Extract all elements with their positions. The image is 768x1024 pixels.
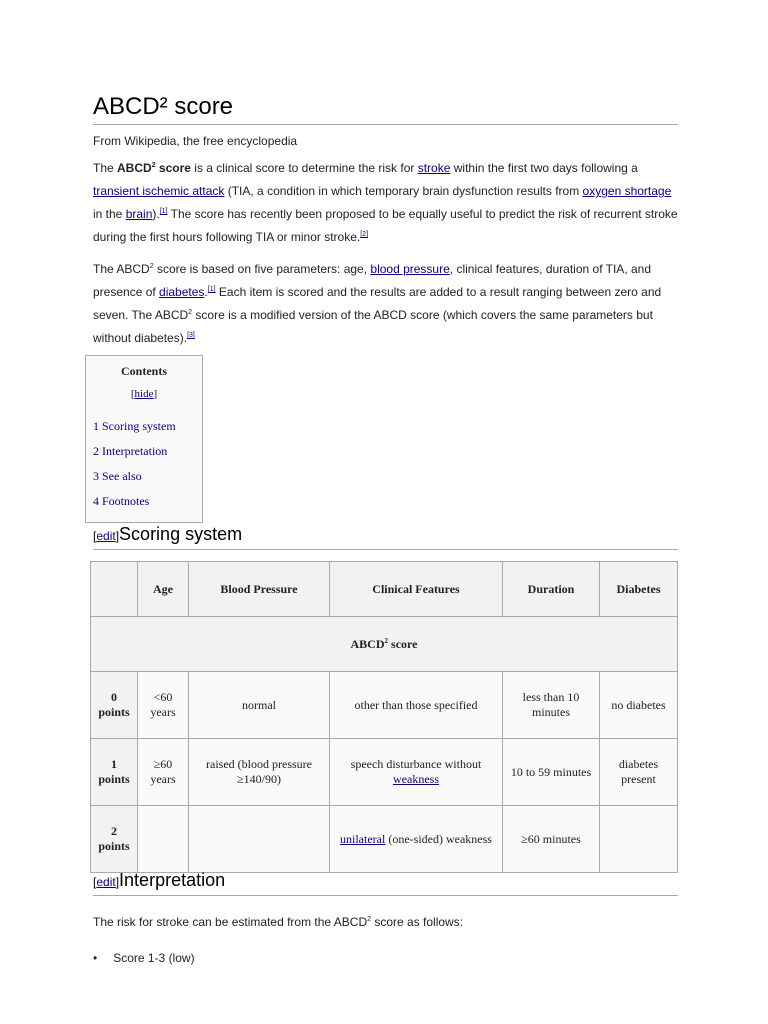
corner-cell <box>91 562 138 617</box>
toc-hide-toggle: [hide] <box>130 388 158 400</box>
column-header: Diabetes <box>600 562 678 617</box>
table-cell <box>138 806 189 873</box>
toc-item <box>93 468 202 485</box>
risk-list <box>93 951 195 965</box>
edit-link[interactable]: edit <box>96 529 116 543</box>
list-item: • Score 1-3 (low) <box>93 951 195 965</box>
table-cell <box>330 806 503 873</box>
superscript: 2 <box>384 636 389 645</box>
row-header: 0 points <box>91 672 138 739</box>
table-cell <box>189 806 330 873</box>
text: . <box>204 285 208 299</box>
table-cell: no diabetes <box>600 672 678 739</box>
edit-bracket: [edit] <box>93 875 120 889</box>
tagline: From Wikipedia, the free encyclopedia <box>93 134 298 148</box>
superscript: 2 <box>151 162 156 169</box>
score-table <box>90 561 678 873</box>
text: Each item is scored and the results are added to a result ranging between zero and seven. The ABCD <box>93 285 662 322</box>
text: is a clinical score to determine the risk for <box>190 161 418 175</box>
text: in the <box>93 207 126 221</box>
table-cell: diabetes present <box>600 739 678 806</box>
table-row <box>91 672 678 739</box>
text: The score has recently been proposed to be equally useful to predict the risk of recurrent stroke during the first hours following TIA or minor stroke. <box>93 207 678 244</box>
text: score is a modified version of the ABCD score (which covers the same parameters but without diabetes). <box>93 308 653 345</box>
section-heading-interpretation <box>93 869 678 896</box>
intro-paragraph-1 <box>93 157 678 249</box>
text: score <box>155 161 191 175</box>
link-stroke[interactable]: stroke <box>417 161 451 175</box>
reference-2[interactable]: [2] <box>360 231 369 238</box>
superscript: 2 <box>367 916 372 923</box>
column-header: Blood Pressure <box>189 562 330 617</box>
toc-link-footnotes[interactable]: 4 Footnotes <box>93 494 150 508</box>
section-title: Interpretation <box>119 870 226 890</box>
table-cell: less than 10 minutes <box>503 672 600 739</box>
link-unilateral[interactable]: unilateral <box>340 831 386 846</box>
term-bold <box>117 161 191 175</box>
toc-hide-link[interactable]: hide <box>134 388 154 400</box>
text: (TIA, a condition in which temporary brain dysfunction results from <box>224 184 583 198</box>
text: score is based on five parameters: age, <box>153 262 371 276</box>
table-caption-row <box>91 617 678 672</box>
table-cell: 10 to 59 minutes <box>503 739 600 806</box>
link-blood-pressure[interactable]: blood pressure <box>370 262 450 276</box>
toc-link-scoring-system[interactable]: 1 Scoring system <box>93 419 176 433</box>
table-cell: ≥60 years <box>138 739 189 806</box>
text: The ABCD <box>93 262 150 276</box>
reference-1[interactable]: [1] <box>207 286 216 293</box>
interpretation-text <box>93 913 463 931</box>
column-header: Duration <box>503 562 600 617</box>
table-cell: ≥60 minutes <box>503 806 600 873</box>
text: , clinical features, duration of TIA, and presence of <box>93 262 652 299</box>
link-oxygen-shortage[interactable]: oxygen shortage <box>582 184 672 198</box>
table-cell: raised (blood pressure ≥140/90) <box>189 739 330 806</box>
row-header: 1 points <box>91 739 138 806</box>
link-diabetes[interactable]: diabetes <box>159 285 205 299</box>
text: (one-sided) weakness <box>385 831 492 846</box>
table-header-row <box>91 562 678 617</box>
text: score as follows: <box>371 915 464 929</box>
reference-1[interactable]: [1] <box>159 208 168 215</box>
link-weakness[interactable]: weakness <box>393 772 439 786</box>
text: The risk for stroke can be estimated from the ABCD <box>93 915 368 929</box>
column-header: Age <box>138 562 189 617</box>
toc-item <box>93 443 202 460</box>
row-header: 2 points <box>91 806 138 873</box>
table-caption <box>91 617 678 672</box>
toc-list <box>93 418 202 510</box>
intro-paragraph-2 <box>93 258 678 350</box>
text: ABCD <box>350 636 385 651</box>
column-header: Clinical Features <box>330 562 503 617</box>
toc-title: Contents <box>120 364 167 378</box>
text: The <box>93 161 118 175</box>
table-cell: normal <box>189 672 330 739</box>
toc-item <box>93 418 202 435</box>
superscript: 2 <box>149 263 154 270</box>
toc-link-see-also[interactable]: 3 See also <box>93 469 142 483</box>
text: ). <box>152 207 160 221</box>
toc-item <box>93 493 202 510</box>
link-brain[interactable]: brain <box>125 207 153 221</box>
text: score <box>388 636 418 651</box>
table-cell <box>600 806 678 873</box>
superscript: 2 <box>188 309 193 316</box>
section-heading-scoring-system <box>93 523 678 550</box>
table-cell: <60 years <box>138 672 189 739</box>
edit-link[interactable]: edit <box>96 875 116 889</box>
text: speech disturbance without <box>350 757 482 771</box>
article-content <box>93 93 678 965</box>
text: ABCD <box>117 161 152 175</box>
toc-link-interpretation[interactable]: 2 Interpretation <box>93 444 168 458</box>
table-row <box>91 806 678 873</box>
page-title: ABCD² score <box>93 93 678 125</box>
table-of-contents <box>85 355 203 523</box>
text: within the first two days following a <box>450 161 638 175</box>
link-transient-ischemic-attack[interactable]: transient ischemic attack <box>93 184 225 198</box>
table-row <box>91 739 678 806</box>
section-title: Scoring system <box>119 524 243 544</box>
edit-bracket: [edit] <box>93 529 120 543</box>
reference-3[interactable]: [3] <box>187 332 195 339</box>
table-cell <box>330 739 503 806</box>
table-cell: other than those specified <box>330 672 503 739</box>
